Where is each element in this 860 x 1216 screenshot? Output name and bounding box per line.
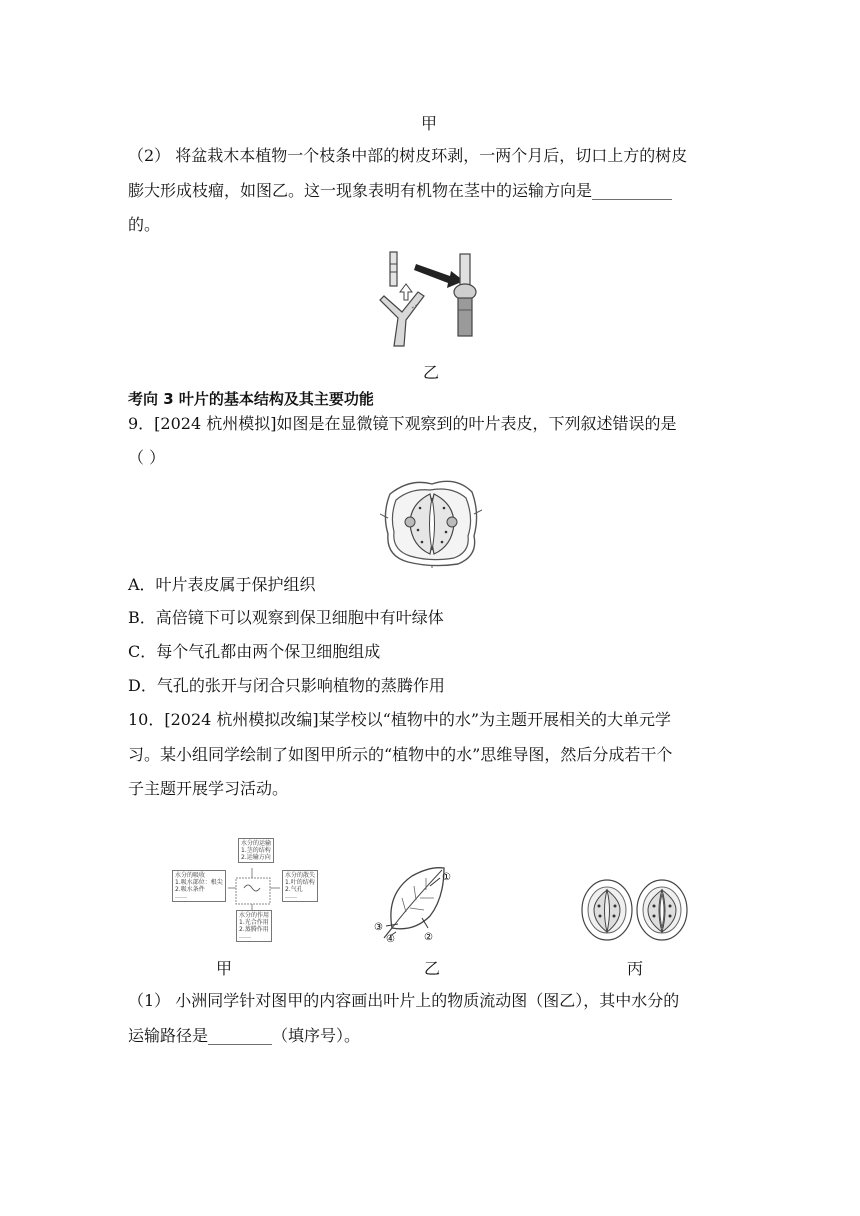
stomata-epidermis-figure (380, 474, 482, 568)
mindmap-box-function (236, 910, 272, 942)
q8-part2-line2: 膨大形成枝瘤，如图乙。这一现象表明有机物在茎中的运输方向是__________ (128, 181, 673, 200)
mindmap-left-item: 1.吸水部位：根尖 (175, 879, 223, 886)
mindmap-right-item: …… (285, 893, 297, 900)
stomata-pair-figure (580, 876, 690, 946)
section-heading: 考向 3 叶片的基本结构及其主要功能 (128, 390, 374, 408)
q9-answer-blank: （ ） (128, 448, 166, 467)
mindmap-bottom-item: 2.蒸腾作用 (239, 926, 269, 933)
mindmap-top-item: 2.运输方向 (241, 854, 271, 861)
q9-option-c: C．每个气孔都由两个保卫细胞组成 (128, 642, 381, 661)
mindmap-bottom-item: …… (239, 933, 251, 940)
figure-caption-yi: 乙 (423, 363, 440, 382)
q9-option-d: D．气孔的张开与闭合只影响植物的蒸腾作用 (128, 676, 445, 695)
q9-stem: 9．[2024 杭州模拟]如图是在显微镜下观察到的叶片表皮，下列叙述错误的是 (128, 414, 677, 433)
mindmap-box-transport (238, 838, 274, 863)
figure-caption-bing: 丙 (627, 959, 644, 978)
mindmap-box-loss (282, 870, 318, 902)
mindmap-right-item: 1.叶的结构 (285, 879, 315, 886)
q9-option-b: B．高倍镜下可以观察到保卫细胞中有叶绿体 (128, 608, 444, 627)
figure-caption-yi-2: 乙 (424, 959, 441, 978)
q10-line3: 子主题开展学习活动。 (128, 779, 289, 798)
q8-part2-line3: 的。 (128, 215, 161, 234)
stoma-right (637, 880, 687, 940)
q9-option-a: A．叶片表皮属于保护组织 (128, 575, 316, 594)
mindmap-right-item: 2.气孔 (285, 886, 303, 893)
girdled-branch-figure (372, 248, 492, 348)
q10-line1: 10．[2024 杭州模拟改编]某学校以“植物中的水”为主题开展相关的大单元学 (128, 710, 672, 729)
mindmap-right-title: 水分的散失 (285, 872, 316, 879)
leaf-label-2: ② (424, 932, 433, 943)
mindmap-box-absorption (172, 870, 226, 902)
mindmap-top-title: 水分的运输 (241, 840, 272, 847)
q8-part2-line1: （2） 将盆栽木本植物一个枝条中部的树皮环剥，一两个月后，切口上方的树皮 (128, 146, 688, 165)
q10-part1-line2: 运输路径是________（填序号）。 (128, 1026, 361, 1045)
leaf-flow-figure (372, 858, 462, 944)
mindmap-left-item: 2.吸水条件 (175, 886, 205, 893)
mindmap-bottom-item: 1.光合作用 (239, 919, 269, 926)
leaf-label-4: ④ (386, 934, 395, 944)
leaf-label-1: ① (442, 872, 451, 883)
stoma-left (582, 880, 632, 940)
q10-line2: 习。某小组同学绘制了如图甲所示的“植物中的水”思维导图，然后分成若干个 (128, 745, 673, 764)
mindmap-left-item: …… (175, 893, 187, 900)
mindmap-left-title: 水分的吸收 (175, 872, 206, 879)
figure-caption-jia: 甲 (216, 959, 233, 978)
mindmap-figure (172, 838, 334, 944)
leaf-label-3: ③ (374, 922, 383, 933)
mindmap-bottom-title: 水分的作用 (239, 912, 270, 919)
mindmap-top-item: 1.茎的结构 (241, 847, 271, 854)
q10-part1-line1: （1） 小洲同学针对图甲的内容画出叶片上的物质流动图（图乙），其中水分的 (128, 991, 680, 1010)
figure-caption-jia-top: 甲 (421, 114, 438, 133)
